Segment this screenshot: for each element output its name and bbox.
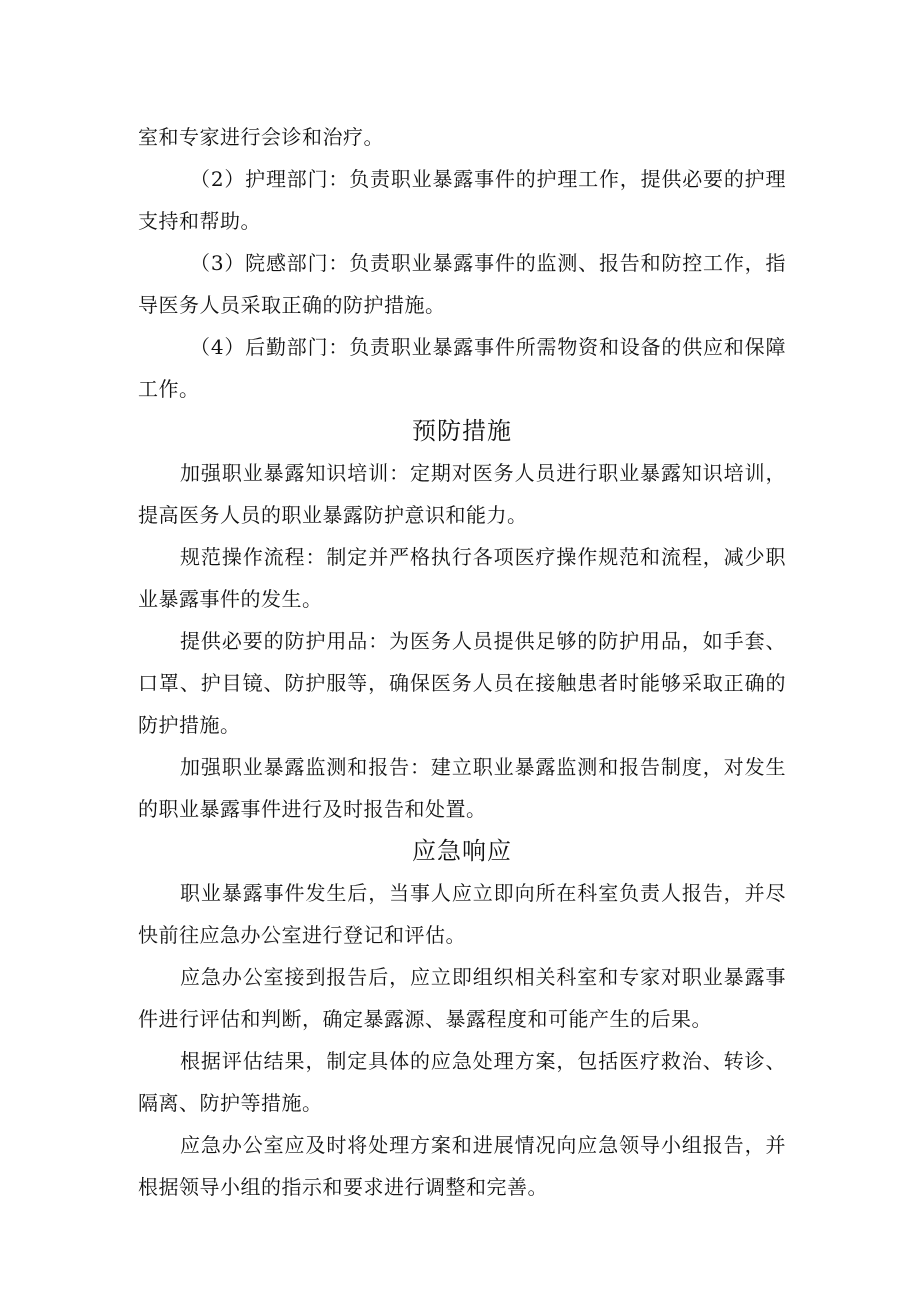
prevention-paragraph-monitoring: 加强职业暴露监测和报告：建立职业暴露监测和报告制度，对发生的职业暴露事件进行及时报告和处置。: [138, 755, 786, 821]
emergency-paragraph-escalation: 应急办公室应及时将处理方案和进展情况向应急领导小组报告，并根据领导小组的指示和要求进行调整和完善。: [138, 1133, 786, 1199]
section-title-emergency: 应急响应: [412, 837, 512, 865]
continuation-text: 室和专家进行会诊和治疗。: [138, 125, 384, 149]
document-page: [138, 116, 786, 1208]
prevention-paragraph-procedures: 规范操作流程：制定并严格执行各项医疗操作规范和流程，减少职业暴露事件的发生。: [138, 545, 786, 611]
emergency-paragraph-assessment: 应急办公室接到报告后，应立即组织相关科室和专家对职业暴露事件进行评估和判断，确定暴露源、暴露程度和可能产生的后果。: [138, 965, 786, 1031]
department-item-infection-control: （3）院感部门：负责职业暴露事件的监测、报告和防控工作，指导医务人员采取正确的防护措施。: [138, 251, 786, 317]
prevention-paragraph-training: 加强职业暴露知识培训：定期对医务人员进行职业暴露知识培训，提高医务人员的职业暴露防护意识和能力。: [138, 461, 786, 527]
prevention-paragraph-equipment: 提供必要的防护用品：为医务人员提供足够的防护用品，如手套、口罩、护目镜、防护服等，确保医务人员在接触患者时能够采取正确的防护措施。: [138, 629, 786, 737]
section-title-prevention: 预防措施: [412, 417, 512, 445]
department-item-nursing: （2）护理部门：负责职业暴露事件的护理工作，提供必要的护理支持和帮助。: [138, 167, 786, 233]
emergency-paragraph-report: 职业暴露事件发生后，当事人应立即向所在科室负责人报告，并尽快前往应急办公室进行登记和评估。: [138, 881, 786, 947]
emergency-paragraph-plan: 根据评估结果，制定具体的应急处理方案，包括医疗救治、转诊、隔离、防护等措施。: [138, 1049, 786, 1115]
department-item-logistics: （4）后勤部门：负责职业暴露事件所需物资和设备的供应和保障工作。: [138, 335, 786, 401]
